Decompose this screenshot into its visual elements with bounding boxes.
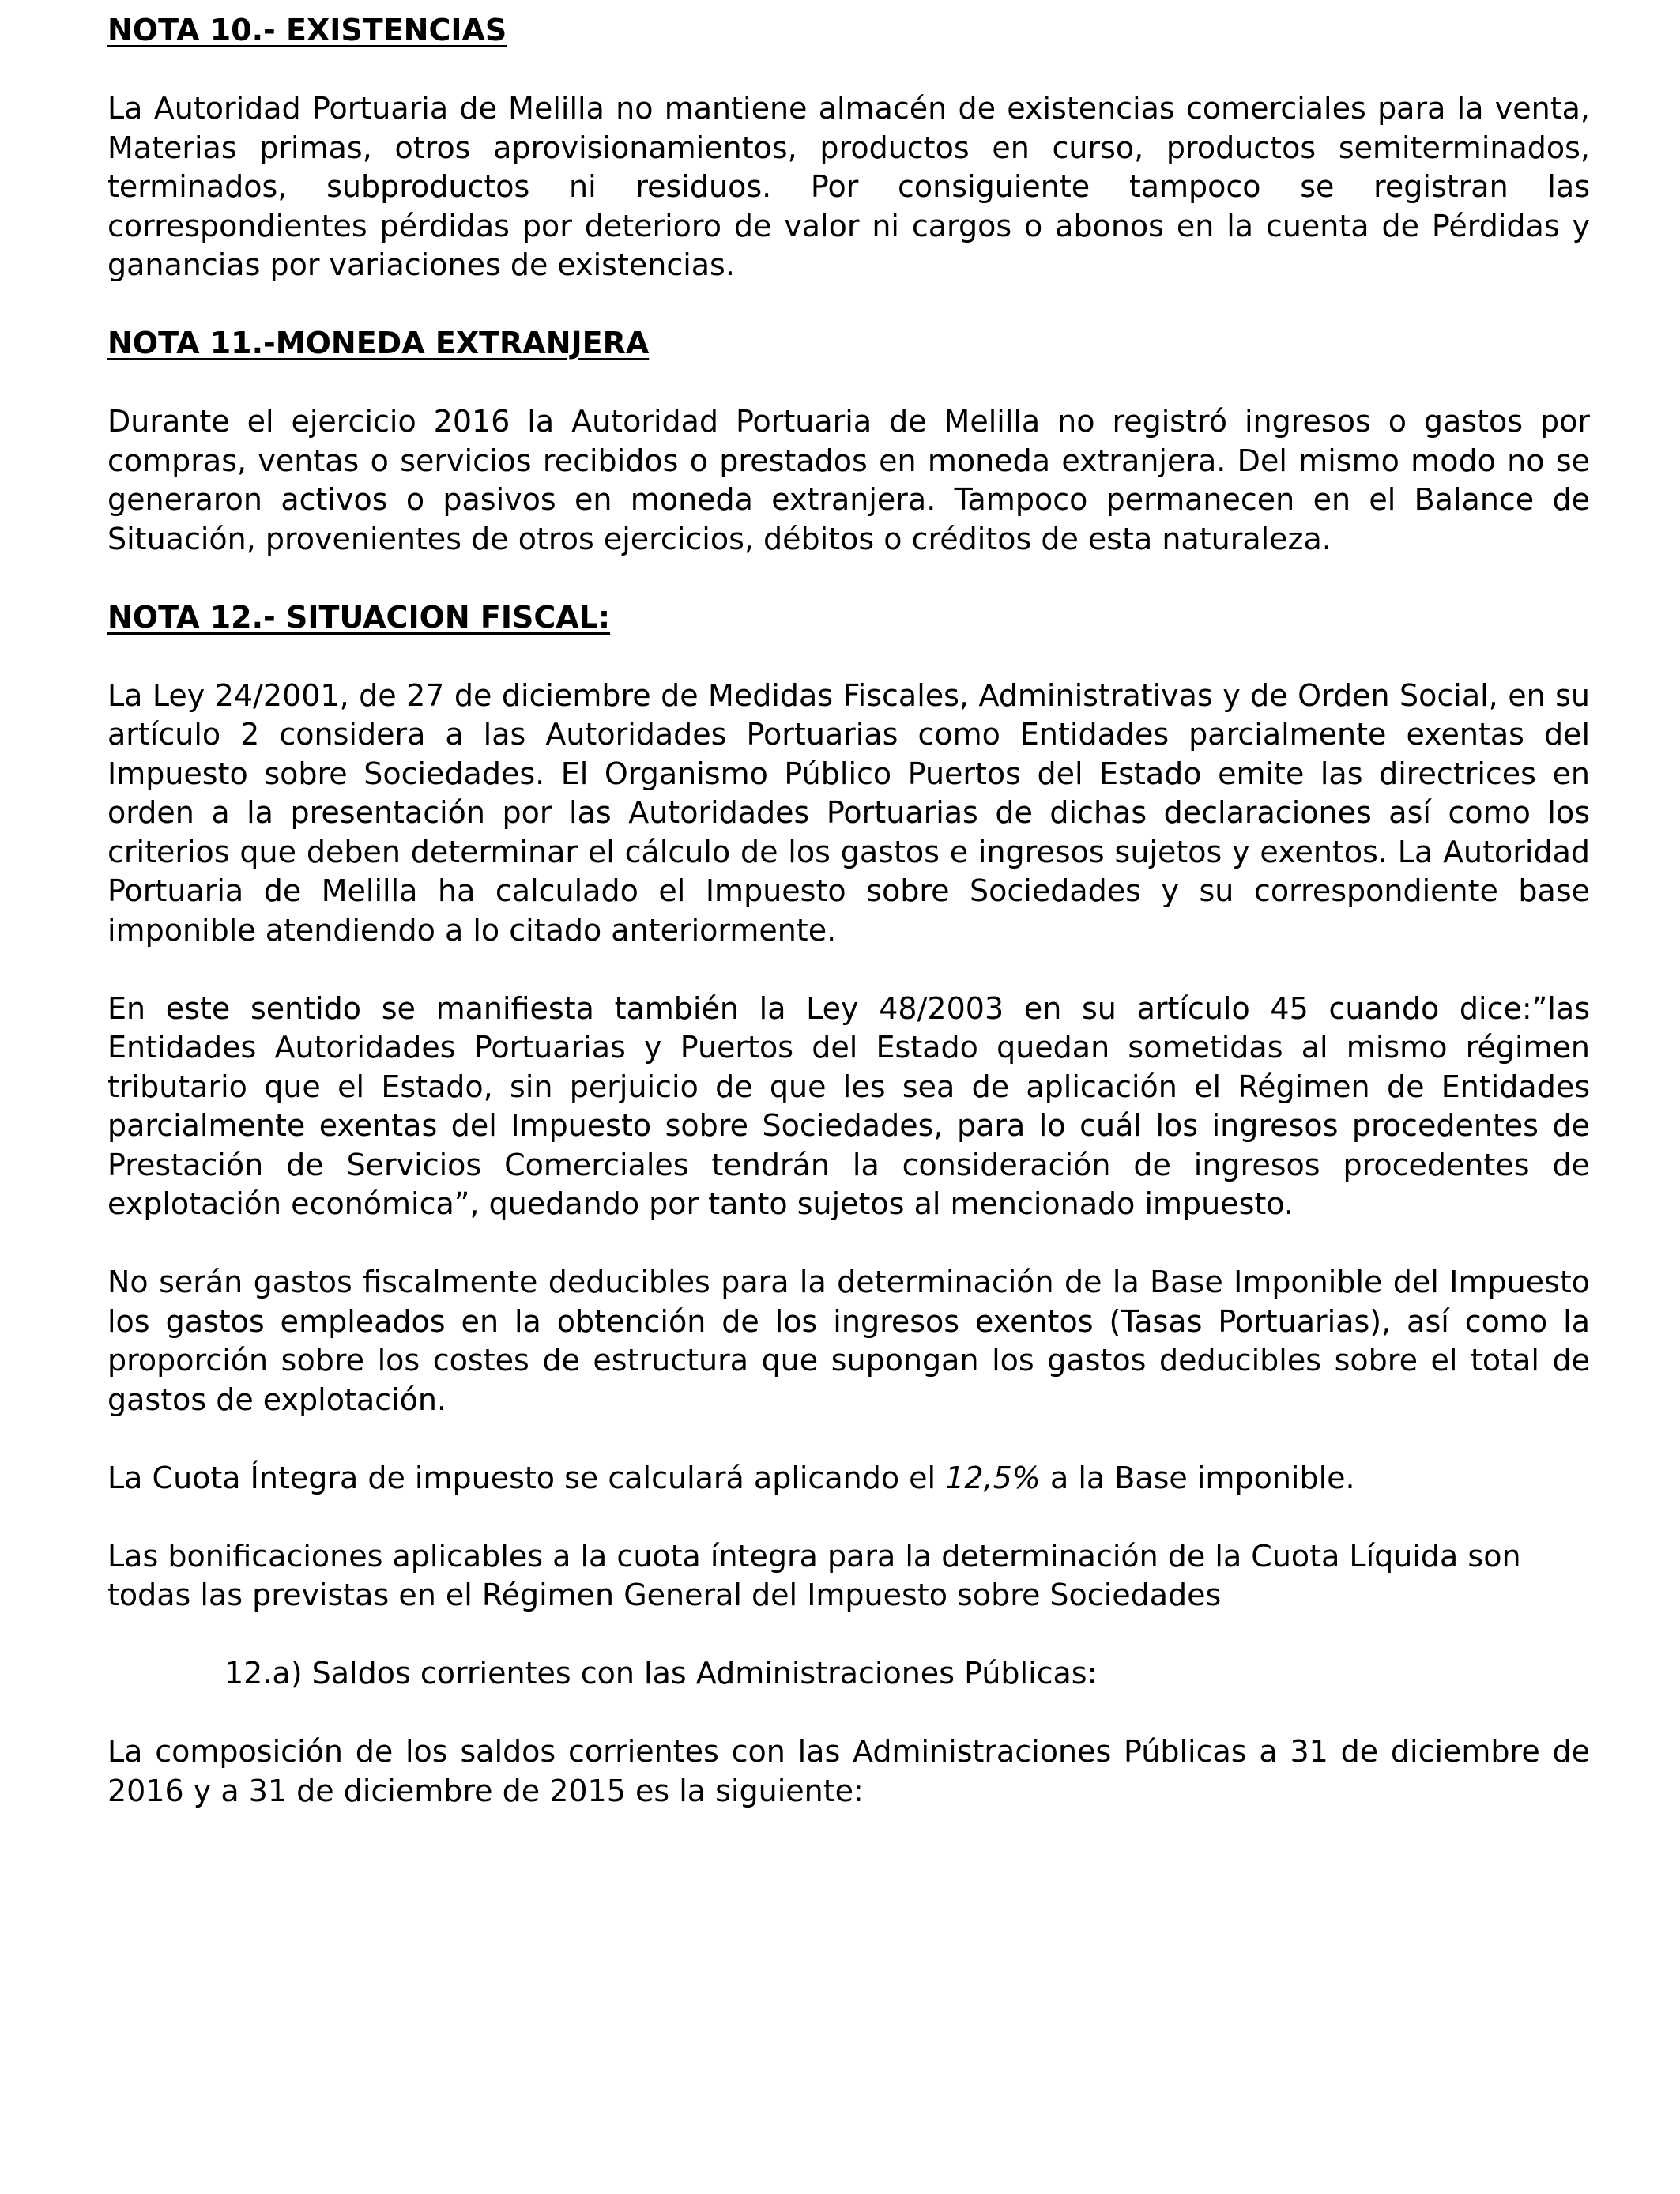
nota-11-paragraph: Durante el ejercicio 2016 la Autoridad Portuaria de Melilla no registró ingresos o gastos por compras, ventas o servicios recibidos o prestados en moneda extranjera. Del mismo modo no se generaron activos o pasivos en moneda extranjera. Tampoco permanecen en el Balance de Situación, provenientes de otros ejercicios, débitos o créditos de esta naturaleza. [107,404,1590,556]
nota-12-paragraph-bonificaciones: Las bonificaciones aplicables a la cuota íntegra para la determinación de la Cuota Líquida son todas las previstas en el Régimen General del Impuesto sobre Sociedades [107,1538,1521,1612]
document-page [107,11,1590,1850]
cuota-integra-text-after: a la Base imponible. [1040,1460,1355,1495]
nota-12-heading: NOTA 12.- SITUACION FISCAL: [107,599,611,635]
nota-12a-paragraph: La composición de los saldos corrientes con las Administraciones Públicas a 31 de diciembre de 2016 y a 31 de diciembre de 2015 es la siguiente: [107,1734,1590,1808]
nota-10-paragraph: La Autoridad Portuaria de Melilla no mantiene almacén de existencias comerciales para la venta, Materias primas, otros aprovisionamientos, productos en curso, productos semiterminados, terminados, subproductos ni residuos. Por consiguiente tampoco se registran las correspondientes pérdidas por deterioro de valor ni cargos o abonos en la cuenta de Pérdidas y ganancias por variaciones de existencias. [107,91,1590,282]
nota-12a-subheading: 12.a) Saldos corrientes con las Administraciones Públicas: [224,1656,1098,1691]
nota-12-paragraph-cuota-integra [107,1459,1590,1498]
cuota-integra-text-before: La Cuota Íntegra de impuesto se calculará aplicando el [107,1460,946,1495]
nota-11-heading: NOTA 11.-MONEDA EXTRANJERA [107,326,650,360]
tax-rate-value: 12,5% [945,1460,1041,1495]
nota-10-heading: NOTA 10.- EXISTENCIAS [107,13,507,47]
nota-12-paragraph-gastos-deducibles: No serán gastos fiscalmente deducibles para la determinación de la Base Imponible del Impuesto los gastos empleados en la obtención de los ingresos exentos (Tasas Portuarias), así como la proporción sobre los costes de estructura que supongan los gastos deducibles sobre el total de gastos de explotación. [107,1265,1590,1417]
nota-12-paragraph-ley-48-2003: En este sentido se manifiesta también la Ley 48/2003 en su artículo 45 cuando dice:”las Entidades Autoridades Portuarias y Puertos del Estado quedan sometidas al mismo régimen tributario que el Estado, sin perjuicio de que les sea de aplicación el Régimen de Entidades parcialmente exentas del Impuesto sobre Sociedades, para lo cuál los ingresos procedentes de Prestación de Servicios Comerciales tendrán la consideración de ingresos procedentes de explotación económica”, quedando por tanto sujetos al mencionado impuesto. [107,990,1590,1221]
nota-12-paragraph-ley-24-2001: La Ley 24/2001, de 27 de diciembre de Medidas Fiscales, Administrativas y de Orden Social, en su artículo 2 considera a las Autoridades Portuarias como Entidades parcialmente exentas del Impuesto sobre Sociedades. El Organismo Público Puertos del Estado emite las directrices en orden a la presentación por las Autoridades Portuarias de dichas declaraciones así como los criterios que deben determinar el cálculo de los gastos e ingresos sujetos y exentos. La Autoridad Portuaria de Melilla ha calculado el Impuesto sobre Sociedades y su correspondiente base imponible atendiendo a lo citado anteriormente. [107,677,1590,948]
